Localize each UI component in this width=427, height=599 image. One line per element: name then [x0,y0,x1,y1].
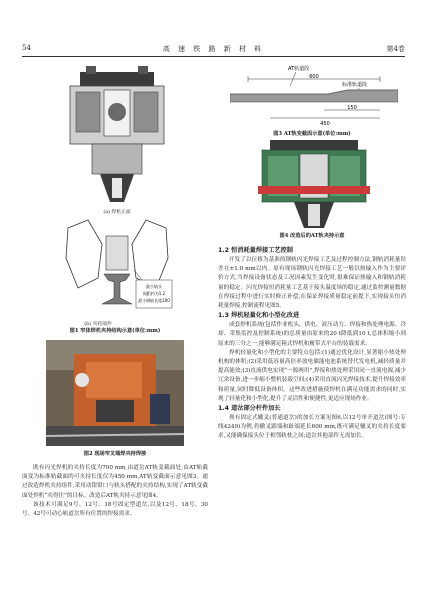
fig1-label-3: 最小钢轨长度200 [138,298,170,303]
paragraph: 成套焊机系统(包括作业机头、供电、液压动力、焊接和热处理电源、冷却、采集监控及控制系统)的总质量由原来的20 t降低到10 t,总体积缩小到原来的三分之一,能够满足箱式焊机和履带式平台的装载需求。 [218,322,406,347]
header-rule [22,56,405,57]
paragraph: 焊机轻量化和小型化的主要特点包括:(1)通过优化设计,显著缩小热处理机构的体积;(2)采用低容量高倍率放电储能电池系统替代发电机,减轻质量并提高能效;(3)直流供电实现“一源两用”,焊接和热处理采用同一直流电源,减少冗余设备,进一步缩小整机装载空间;(4)采用直流闪光焊接技术,提升焊接效率和质量,同时降低设备体积。这些改进措施使焊机在满足功能需求的同时,实现了轻量化和小型化,提升了灵活性和便捷性,更适应现场作业。 [218,349,406,402]
fig1-label-2: 间距约为1.2 [142,291,166,296]
paragraph: 该技术可满足9号、12号、18号固定型道岔,以及12号、18号、30号、42号可动心轨道岔所有位置的焊接需求。 [22,501,208,518]
figure-1-clamp-parts [58,218,176,320]
section-1-3-title: 1.3 焊机轻量化和小型化改进 [218,312,300,320]
fig3-label-at: AT轨道段 [288,66,310,72]
journal-title: 高 速 铁 路 新 材 料 [162,45,265,53]
paragraph: 现有固定式辙叉(普通道岔)的加长方案见图6,以12号单开道岔(图号:专线4249)为例,将辙叉跟端和趾端延长600 mm,既可满足辙叉的夹持长度要求,又能确保接头位于相邻轨枕之间;道岔其他部件无需加长。 [218,415,406,440]
figure-1a-caption: (a) 焊机正面 [103,210,131,215]
paragraph: 既有闪光焊机的夹持长度为700 mm,由道岔AT轨变截面处,由AT轨截面变为标准轨截面的可夹持长度仅为450 mm,AT轨变截面示意见图3。通过改造焊机夹持组件,采用动钳钳口与轨头搭配的夹持结构,实现了AT轨变截面处焊机“夹得住”的目标。改造后AT轨夹持示意见图4。 [22,465,208,499]
figure-3-caption: 图3 AT轨变截面示意(单位:mm) [273,131,351,137]
fig3-dim-450: 450 [320,121,330,127]
figure-1-welder-front [62,66,172,206]
fig3-dim-150: 150 [347,105,357,111]
paragraph: 开发了以位移为基准的钢轨闪光焊接工艺及过程控制方法,钢轨消耗量误差在±1.0 mm以内。原有现场钢轨闪光焊接工艺一般以热输入作为主要评价方式,当焊接设备状态及工况因素发生变化时,很难保证热输入和钢轨消耗量的稳定。闪光焊接恒消耗量工艺基于接头温度场的稳定,通过监控测量数据在焊接过程中进行实时修正补偿,在保证焊接质量稳定前提下,实现接头恒消耗量焊接,控制流程见图5。 [218,257,406,310]
section-1-4-title: 1.4 道岔部分杆件加长 [218,405,281,413]
figure-4-caption: 图4 改造后的AT轨夹持示意 [279,233,345,239]
running-header [22,44,405,56]
figure-1-caption: 图1 窄体焊机夹持结构示意(单位:mm) [69,328,161,334]
section-1-2-title: 1.2 恒消耗量焊接工艺控制 [218,247,293,254]
figure-4-clamp [254,140,374,230]
volume-number: 第4卷 [386,45,405,53]
left-body-text [22,464,208,519]
fig3-label-std: 标准轨道段 [342,82,368,88]
figure-1b-caption: (b) 夹持部件 [84,322,112,327]
fig1-label-1: 最小轨头 [146,284,162,289]
right-body-text [218,246,406,442]
fig3-dim-600: 600 [309,74,319,80]
figure-2-caption: 图2 现场窄叉端焊夹持焊接 [83,451,147,457]
page-number: 54 [22,44,31,52]
figure-2-photo [46,340,184,446]
figure-3-at-rail [230,62,398,128]
